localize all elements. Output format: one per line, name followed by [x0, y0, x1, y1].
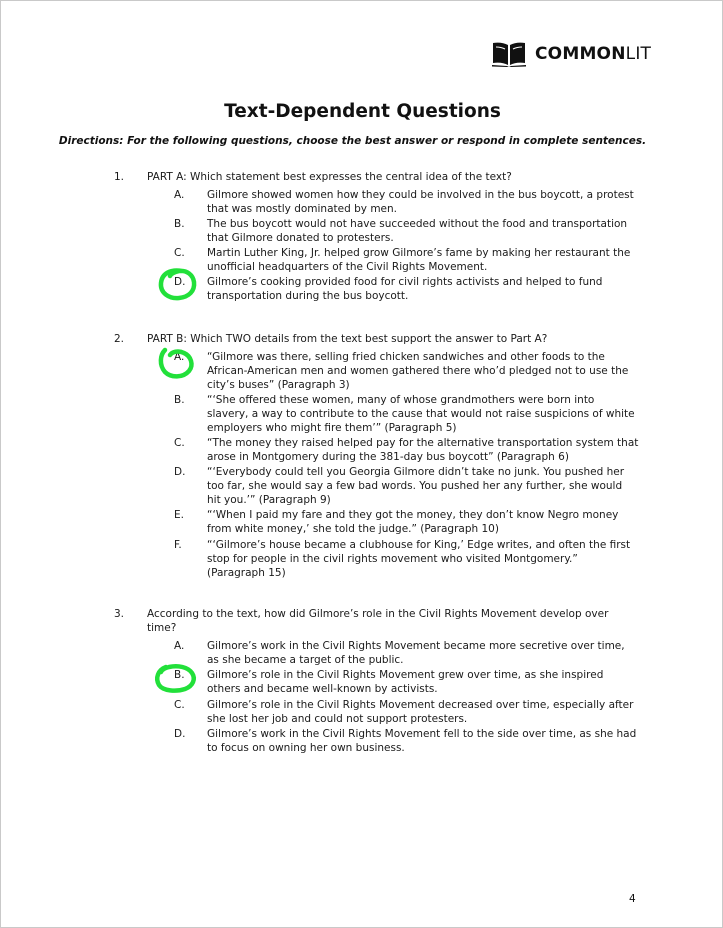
page-number: 4: [629, 893, 636, 905]
question-text: PART A: Which statement best expresses the central idea of the text?: [147, 171, 512, 183]
option-letter: A.: [174, 351, 185, 363]
option-letter: A.: [174, 189, 185, 201]
option-letter: A.: [174, 640, 185, 652]
option-text: Gilmore’s cooking provided food for civil rights activists and helped to fund transportation during the bus boycott.: [207, 276, 603, 302]
option-text: “‘She offered these women, many of whose grandmothers were born into slavery, a way to contribute to the cause that would not raise suspicions of white employers who might fire them’” (Paragraph 5): [207, 394, 635, 434]
logo-wordmark: COMMONLIT: [535, 44, 652, 64]
option-text: Martin Luther King, Jr. helped grow Gilmore’s fame by making her restaurant the unofficial headquarters of the Civil Rights Movement.: [207, 247, 631, 273]
option-letter: D.: [174, 276, 186, 288]
option-text: “‘Gilmore’s house became a clubhouse for King,’ Edge writes, and often the first stop for people in the civil rights movement who visited Montgomery.” (Paragraph 15): [207, 539, 631, 579]
question-number: 3.: [114, 608, 125, 620]
option-text: Gilmore’s work in the Civil Rights Movement became more secretive over time, as she became a target of the public.: [207, 640, 625, 666]
commonlit-logo: [492, 41, 651, 67]
option-letter: F.: [174, 539, 182, 551]
option-text: Gilmore’s work in the Civil Rights Movement fell to the side over time, as she had to focus on owning her own business.: [207, 728, 637, 754]
option-text: Gilmore’s role in the Civil Rights Movement decreased over time, especially after she lost her job and could not support protesters.: [207, 699, 634, 725]
option-letter: B.: [174, 394, 185, 406]
option-letter: E.: [174, 509, 184, 521]
option-letter: B.: [174, 218, 185, 230]
option-text: “‘When I paid my fare and they got the money, they don’t know Negro money from white money,’ she told the judge.” (Paragraph 10): [207, 509, 619, 535]
option-text: Gilmore’s role in the Civil Rights Movement grew over time, as she inspired others and became well-known by activists.: [207, 669, 604, 695]
option-text: The bus boycott would not have succeeded without the food and transportation that Gilmore donated to protesters.: [207, 218, 628, 244]
option-text: Gilmore showed women how they could be involved in the bus boycott, a protest that was mostly dominated by men.: [207, 189, 634, 215]
option-letter: C.: [174, 247, 185, 259]
option-letter: D.: [174, 728, 186, 740]
option-text: “The money they raised helped pay for the alternative transportation system that arose in Montgomery during the 381-day bus boycott” (Paragraph 6): [207, 437, 639, 463]
question-number: 1.: [114, 171, 125, 183]
option-text: “‘Everybody could tell you Georgia Gilmore didn’t take no junk. You pushed her too far, she would say a few bad words. You pushed her any further, she would hit you.’” (Paragraph 9): [207, 466, 625, 506]
option-letter: B.: [174, 669, 185, 681]
page-title: Text-Dependent Questions: [224, 101, 501, 122]
option-letter: D.: [174, 466, 186, 478]
question-number: 2.: [114, 333, 125, 345]
open-book-icon: [492, 41, 526, 67]
question-text: PART B: Which TWO details from the text best support the answer to Part A?: [147, 333, 548, 345]
question-text: According to the text, how did Gilmore’s role in the Civil Rights Movement develop over time?: [147, 608, 609, 634]
option-letter: C.: [174, 437, 185, 449]
option-text: “Gilmore was there, selling fried chicken sandwiches and other foods to the African-American men and women gathered there who’d pledged not to use the city’s buses” (Paragraph 3): [207, 351, 629, 391]
directions-text: Directions: For the following questions, choose the best answer or respond in complete sentences.: [58, 135, 647, 147]
option-letter: C.: [174, 699, 185, 711]
